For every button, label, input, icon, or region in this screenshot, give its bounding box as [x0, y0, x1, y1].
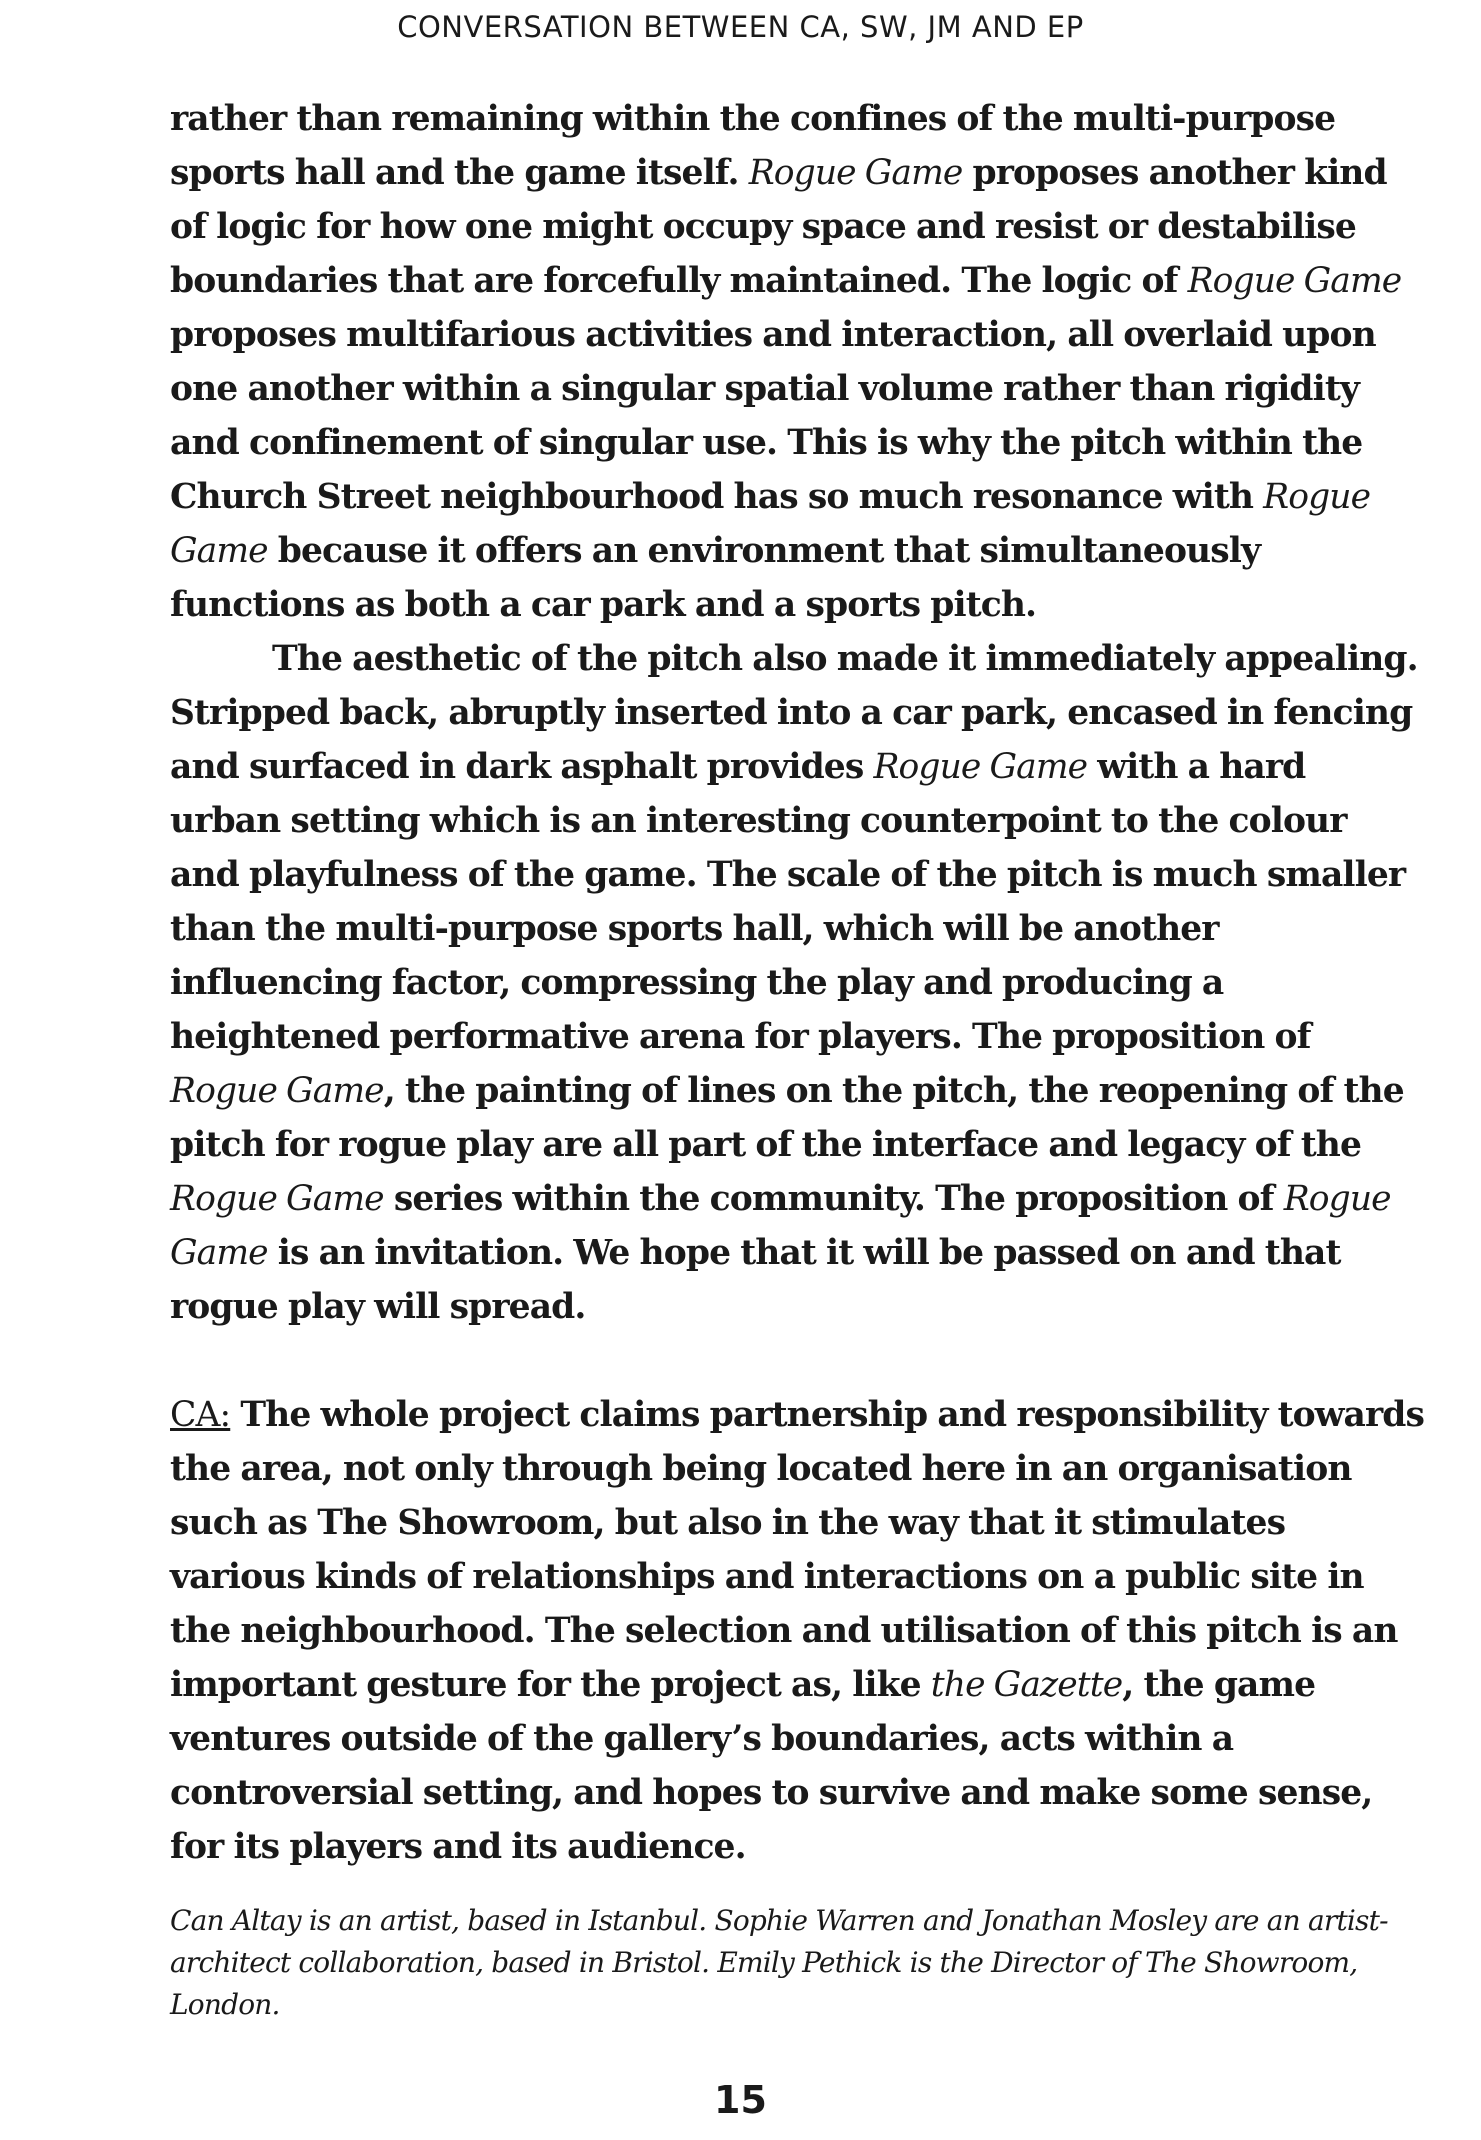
body-text — [170, 92, 1425, 1874]
italic-title: Rogue Game — [170, 477, 1371, 571]
italic-title: Rogue Game — [170, 1179, 1391, 1273]
italic-title: the Gazette — [930, 1665, 1123, 1705]
italic-title: Rogue Game — [748, 153, 963, 193]
paragraph: The aesthetic of the pitch also made it immediately appealing. Stripped back, abruptly inserted into a car park, encased in fencing and surfaced in dark asphalt provides Rogue Game with a hard urban setting which is an interesting counterpoint to the colour and playfulness of the game. The scale of the pitch is much smaller than the multi-purpose sports hall, which will be another influencing factor, compressing the play and producing a heightened performative arena for players. The proposition of Rogue Game, the painting of lines on the pitch, the reopening of the pitch for rogue play are all part of the interface and legacy of the Rogue Game series within the community. The proposition of Rogue Game is an invitation. We hope that it will be passed on and that rogue play will spread. — [170, 639, 1418, 1327]
page-number: 15 — [714, 2078, 767, 2122]
italic-title: Rogue Game — [873, 747, 1088, 787]
paragraph: CA: The whole project claims partnership and responsibility towards the area, not only through being located here in an organisation such as The Showroom, but also in the way that it stimulates various kinds of relationships and interactions on a public site in the neighbourhood. The selection and utilisation of this pitch is an important gesture for the project as, like the Gazette, the game ventures outside of the gallery’s boundaries, acts within a controversial setting, and hopes to survive and make some sense, for its players and its audience. — [170, 1395, 1425, 1867]
italic-title: Rogue Game — [1187, 261, 1402, 301]
paragraph: rather than remaining within the confines of the multi-purpose sports hall and the game itself. Rogue Game proposes another kind of logic for how one might occupy space and resist or destabilise boundaries that are forcefully maintained. The logic of Rogue Game proposes multifarious activities and interaction, all overlaid upon one another within a singular spatial volume rather than rigidity and confinement of singular use. This is why the pitch within the Church Street neighbourhood has so much resonance with Rogue Game because it offers an environment that simultaneously functions as both a car park and a sports pitch. — [170, 99, 1402, 625]
italic-title: Rogue Game — [170, 1071, 384, 1111]
italic-title: Rogue Game — [170, 1179, 384, 1219]
running-head: CONVERSATION BETWEEN CA, SW, JM AND EP — [397, 10, 1084, 44]
speaker-label: CA: — [170, 1395, 231, 1435]
author-bio: Can Altay is an artist, based in Istanbul. Sophie Warren and Jonathan Mosley are an artist-architect collaboration, based in Bristol. Emily Pethick is the Director of The Showroom, London. — [170, 1904, 1388, 2021]
